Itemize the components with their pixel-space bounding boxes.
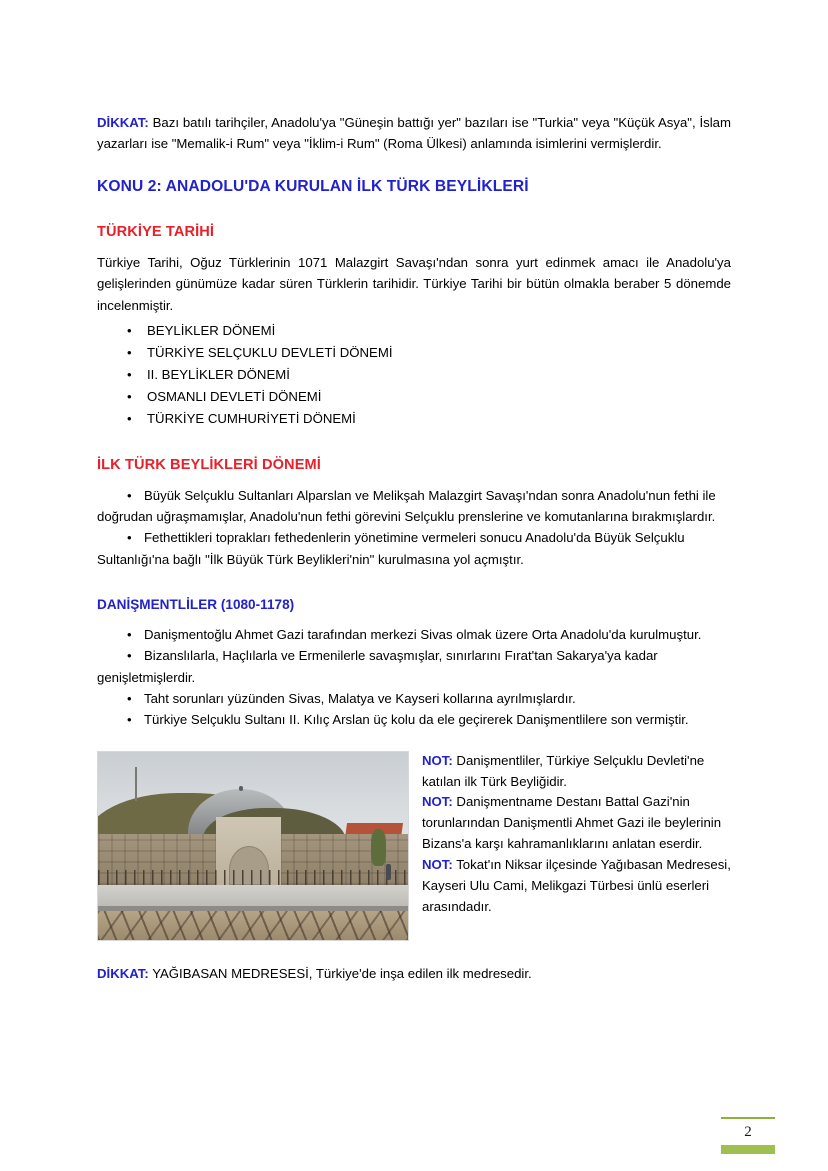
ilk-beylikler-paragraph-2 [97,527,731,570]
closing-dikkat-note [97,963,731,984]
photo-road [98,885,408,908]
dikkat-text: Bazı batılı tarihçiler, Anadolu'ya "Güneşin battığı yer" bazıları ise "Turkia" veya "Küçük Asya", İslam yazarları ise "Memalik-i Rum" veya "İklim-i Rum" (Roma Ülkesi) anlamında isimlerini vermişlerdir. [97,115,731,152]
photo-foreground-stone-wall [98,911,408,939]
spacer [97,731,731,751]
danismentliler-paragraph-4 [97,709,731,730]
paragraph-text: Türkiye Selçuklu Sultanı II. Kılıç Arslan üç kolu da ele geçirerek Danişmentlilere son vermiştir. [144,712,689,728]
bullet-icon: • [127,323,132,339]
paragraph-text: Fethettikleri toprakları fethedenlerin yönetimine vermeleri sonucu Anadolu'da Büyük Selçuklu Sultanlığı'na bağlı "İlk Büyük Türk Beylikleri'nin" kurulmasına yol açmıştır. [97,530,685,567]
photo-and-notes-row [97,751,731,941]
list-item-label: II. BEYLİKLER DÖNEMİ [147,366,290,382]
note-item-2 [422,792,731,855]
list-item [97,386,731,408]
bullet-icon: • [127,626,132,642]
spacer [97,941,731,963]
notes-column [409,751,731,918]
page-title: KONU 2: ANADOLU'DA KURULAN İLK TÜRK BEYLİKLERİ [97,177,529,195]
section-heading-danismentliler: DANİŞMENTLİLER (1080-1178) [97,597,295,613]
photo-dome-finial [239,786,243,791]
page-footer [721,1117,775,1154]
footer-rule-bottom [721,1145,775,1154]
spacer [97,614,731,624]
bullet-icon: • [127,712,132,728]
footer-rule-top [721,1117,775,1119]
page-number: 2 [744,1124,752,1141]
bullet-icon: • [127,388,132,404]
page-content [97,112,731,984]
list-item-label: BEYLİKLER DÖNEMİ [147,323,276,339]
spacer [97,242,731,252]
paragraph-text: Büyük Selçuklu Sultanları Alparslan ve Melikşah Malazgirt Savaşı'ndan sonra Anadolu'nun fethi ile doğrudan uğraşmamışlar, Anadolu'nun fethi görevini Selçuklu prenslerine ve komutanlarına bırakmışlardır. [97,487,716,524]
photo-antenna-mast [135,767,137,801]
dikkat-label: DİKKAT: [97,115,149,130]
list-item [97,408,731,430]
section-heading-ilk-turk-beylikleri: İLK TÜRK BEYLİKLERİ DÖNEMİ [97,456,321,473]
paragraph-text: Taht sorunları yüzünden Sivas, Malatya ve Kayseri kollarına ayrılmışlardır. [144,690,576,706]
danismentliler-paragraph-1 [97,624,731,645]
not-label: NOT: [422,794,453,810]
not-label: NOT: [422,856,453,872]
not-text: Danişmentliler, Türkiye Selçuklu Devleti'ne katılan ilk Türk Beyliğidir. [422,752,705,789]
list-item-label: TÜRKİYE CUMHURİYETİ DÖNEMİ [147,410,356,426]
bullet-icon: • [127,366,132,382]
bullet-icon: • [127,345,132,361]
photo-person [386,864,391,880]
spacer [97,570,731,596]
bullet-icon: • [127,410,132,426]
spacer [97,197,731,223]
bullet-icon: • [127,487,132,503]
dikkat-text: YAĞIBASAN MEDRESESİ, Türkiye'de inşa edilen ilk medresedir. [148,965,532,981]
note-item-3 [422,855,731,918]
list-item-label: OSMANLI DEVLETİ DÖNEMİ [147,388,322,404]
turkiye-tarihi-paragraph: Türkiye Tarihi, Oğuz Türklerinin 1071 Malazgirt Savaşı'ndan sonra yurt edinmek amacı ile Anadolu'ya gelişlerinden günümüze kadar süren Türklerin tarihidir. Türkiye Tarihi bir bütün olmakla beraber 5 dönemde incelenmiştir. [97,254,731,313]
photo-tree [371,829,387,867]
turkiye-tarihi-list [97,320,731,430]
not-label: NOT: [422,752,453,768]
list-item [97,342,731,364]
dikkat-label: DİKKAT: [97,965,149,981]
yagibasan-medresesi-photo [97,751,409,941]
intro-dikkat-note [97,112,731,155]
section-heading-turkiye-tarihi: TÜRKİYE TARİHİ [97,224,215,241]
spacer [97,430,731,456]
bullet-icon: • [127,648,132,664]
paragraph-text: Danişmentoğlu Ahmet Gazi tarafından merkezi Sivas olmak üzere Orta Anadolu'da kurulmuştur. [144,626,702,642]
note-item-1 [422,751,731,793]
not-text: Danişmentname Destanı Battal Gazi'nin torunlarından Danişmentli Ahmet Gazi ile beylerinin Bizans'a karşı kahramanlıklarını anlatan eserdir. [422,794,722,852]
ilk-beylikler-paragraph-1 [97,485,731,528]
bullet-icon: • [127,530,132,546]
spacer [97,475,731,485]
danismentliler-paragraph-2 [97,645,731,688]
not-text: Tokat'ın Niksar ilçesinde Yağıbasan Medresesi, Kayseri Ulu Cami, Melikgazi Türbesi ünlü eserleri arasındadır. [422,856,731,914]
list-item [97,364,731,386]
bullet-icon: • [127,690,132,706]
paragraph-text: Bizanslılarla, Haçlılarla ve Ermenilerle savaşmışlar, sınırlarını Fırat'tan Sakarya'ya kadar genişletmişlerdir. [97,648,658,685]
list-item [97,320,731,342]
danismentliler-paragraph-3 [97,688,731,709]
spacer [97,155,731,177]
list-item-label: TÜRKİYE SELÇUKLU DEVLETİ DÖNEMİ [147,345,393,361]
